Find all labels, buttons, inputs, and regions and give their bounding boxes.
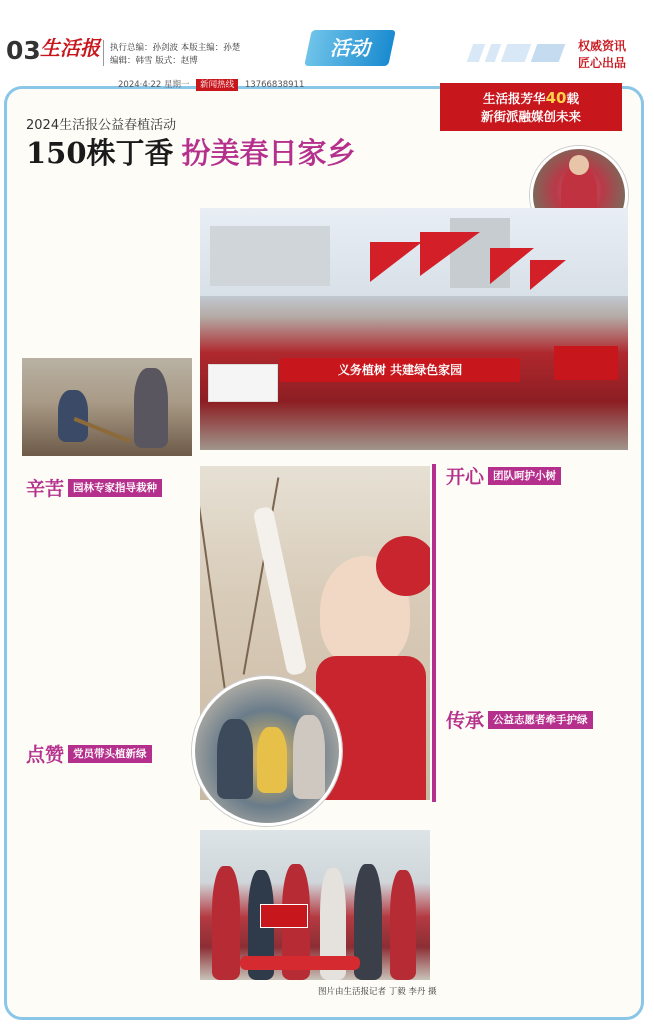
section-title: 开心 (446, 466, 485, 488)
decorative-stripes (470, 44, 562, 62)
anniversary-badge (440, 83, 622, 131)
photo-accent-bar (432, 464, 436, 802)
issue-date: 2024·4·22 星期一 (118, 80, 190, 90)
photo-party-members (200, 830, 430, 980)
hotline-label: 新闻热线 (196, 79, 238, 91)
section-title: 辛苦 (26, 478, 65, 500)
slogan-line-1: 权威资讯 (578, 39, 627, 53)
section-column-dianzan (26, 770, 192, 1006)
editors-line-2: 编辑：韩雪 版式：赵博 (110, 56, 198, 66)
photo-digging (22, 358, 192, 456)
photo-group-volunteers (200, 208, 628, 450)
section-column-chuancheng (446, 734, 624, 1006)
headline-part-1: 150株丁香 (26, 136, 174, 170)
section-chip: 团队呵护小树 (488, 467, 561, 485)
section-heading-xinku (26, 474, 162, 500)
section-tag (304, 30, 396, 66)
photo-volunteers-planting (192, 676, 342, 826)
section-column-kaixin (446, 488, 624, 692)
masthead-divider (103, 40, 104, 66)
editors-credit (110, 42, 300, 68)
lead-column (26, 208, 192, 350)
section-column-xinku (26, 504, 192, 722)
hotline-number: 13766838911 (244, 80, 305, 90)
section-heading-dianzan (26, 740, 152, 766)
dateline (118, 78, 304, 90)
badge-number: 40 (545, 89, 567, 107)
section-title: 点赞 (26, 744, 65, 766)
slogan (578, 38, 626, 72)
slogan-line-2: 匠心出品 (578, 56, 627, 70)
badge-line-1-post: 载 (566, 91, 579, 106)
paper-name-logo: 生活报 (40, 36, 100, 60)
editors-line-1: 执行总编：孙剑波 本版主编：孙楚 (110, 43, 241, 53)
section-chip: 公益志愿者牵手护绿 (488, 711, 593, 729)
photo-banner: 义务植树 共建绿色家园 (280, 358, 520, 382)
section-tag-label: 活动 (330, 36, 370, 60)
headline (26, 138, 356, 170)
photo-credit: 图片由生活报记者 丁毅 李丹 摄 (318, 987, 437, 997)
section-heading-chuancheng (446, 706, 593, 732)
section-heading-kaixin (446, 462, 561, 488)
section-chip: 党员带头植新绿 (68, 745, 152, 763)
masthead (0, 0, 654, 76)
badge-line-1 (440, 89, 622, 108)
badge-line-2: 新街派融媒创未来 (480, 109, 581, 124)
page-number: 03 (6, 36, 41, 65)
headline-part-2: 扮美春日家乡 (181, 136, 356, 170)
section-title: 传承 (446, 710, 485, 732)
badge-line-1-pre: 生活报芳华 (483, 91, 546, 106)
section-chip: 园林专家指导栽种 (68, 479, 162, 497)
article-kicker: 2024生活报公益春植活动 (26, 118, 177, 133)
